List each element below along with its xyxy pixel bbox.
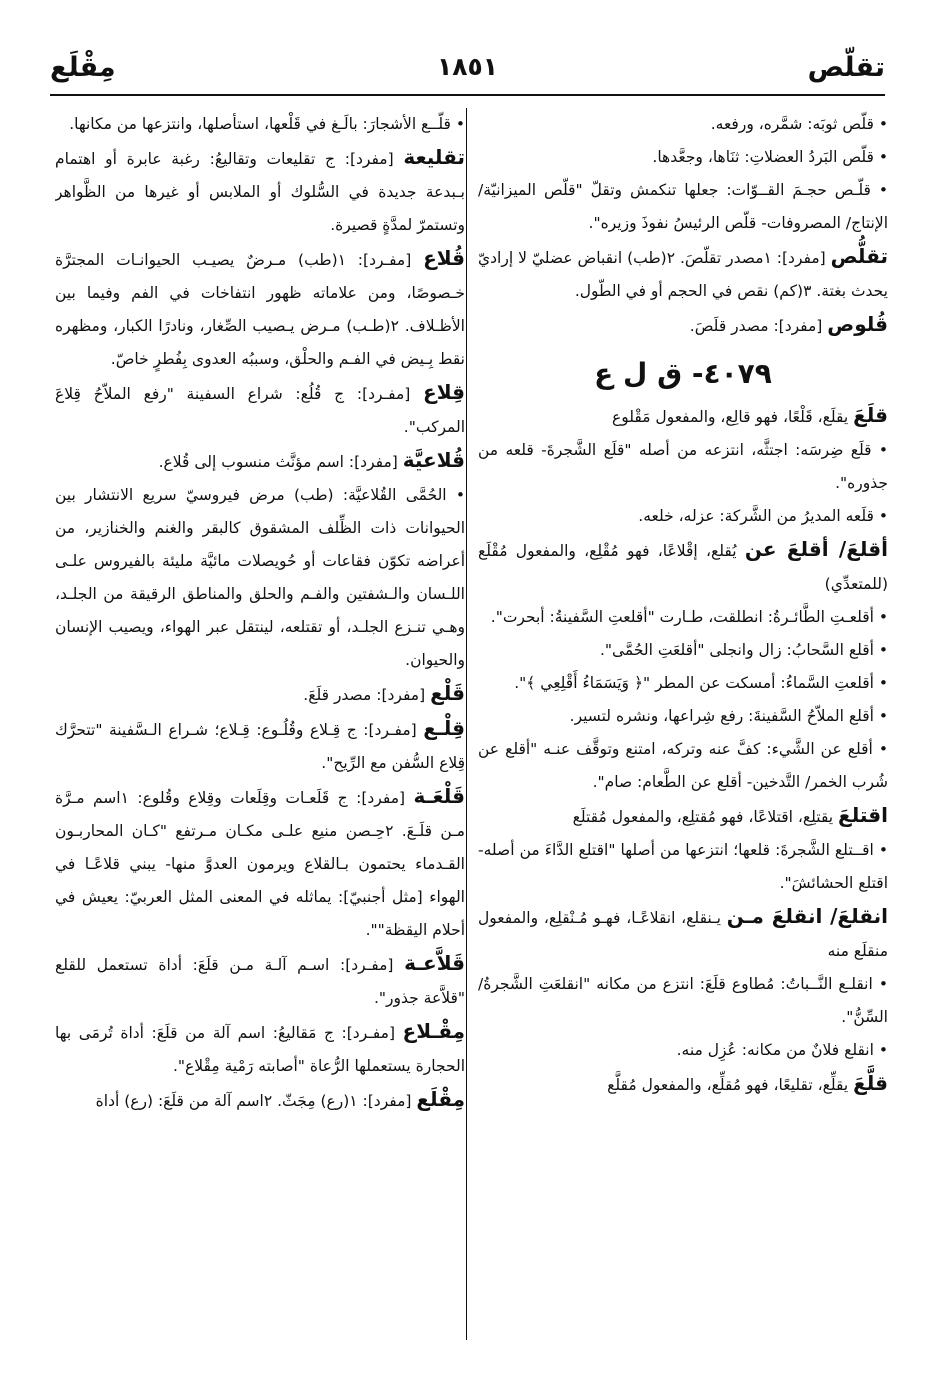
entry-text: يُقلع، إقْلاعًا، فهو مُقْلِع، والمفعول مُقْلَع (للمتعدِّي): [478, 542, 888, 593]
entry-text: • أقلعـتِ الطَّائـرةُ: انطلقت، طـارت "أقلعتِ السَّفينةُ: أبحرت".: [490, 608, 888, 626]
dictionary-entry: [55, 947, 465, 1015]
page-header: [50, 40, 885, 96]
entry-text: [مفـرد]: ج قُلُع: شراع السفينة "رفع الملاّحُ قِلاعَ المركب".: [55, 385, 465, 436]
entry-text: • قلَع ضِرسَه: اجتثَّه، انتزعه من أصله "قلَع الشَّجرةَ- قلعه من جذوره".: [478, 441, 888, 492]
entry-text: [مفرد]: ج قَلَعـات وقِلَعات وقِلاع وقُلوع: ١اسم مـرَّة مـن قلَـعَ. ٢حِـصن منيع علـى مكـان مـرتفع "كـان المحاربـون القـدماء يحتمون بـالقلاع ويرمون العدوَّ منها- يبني قلاعًـا في الهواء [مثل أجنبيّ]: يماثله في المعنى المثل العربيّ: يعيش في أحلام اليقظة"".: [55, 789, 465, 939]
dictionary-entry: [55, 141, 465, 242]
dictionary-entry: [55, 376, 465, 444]
dictionary-entry: [55, 780, 465, 947]
dictionary-entry: [478, 968, 888, 1034]
entry-text: • قلّــع الأشجارَ: بالَـغ في قَلْعها، استأصلها، وانتزعها من مكانها.: [69, 115, 465, 133]
entry-text: [مفـرد]: ج قِـلاع وقُلُـوع: قِـلاع؛ شـراع الـسَّفينة "تتحرَّك قِلاع السُّفن مع الرِّيح".: [55, 721, 465, 772]
dictionary-entry: [478, 434, 888, 500]
dictionary-entry: [478, 1034, 888, 1067]
entry-text: [مفرد]: مصدر قلَصَ.: [689, 317, 828, 335]
entry-text: • قلّص ثوبَه: شمَّره، ورفعه.: [710, 115, 888, 133]
dictionary-entry: [55, 108, 465, 141]
entry-headword: تقلُّص: [830, 244, 888, 268]
dictionary-entry: [478, 240, 888, 308]
entry-headword: قَلْع: [430, 681, 465, 705]
entry-text: يقلَع، قَلْعًا، فهو قالِع، والمفعول مَقْلوع: [611, 408, 854, 426]
entry-text: يقتلِع، اقتلاعًا، فهو مُقتلِع، والمفعول مُقتلَع: [572, 808, 839, 826]
dictionary-entry: [55, 712, 465, 780]
entry-text: • انقلـع النَّــباتُ: مُطاوع قلَعَ: انتزع من مكانه "انقلعَتِ الشَّجرةُ/ السِّنُّ".: [478, 975, 888, 1026]
entry-text: • اقــتلع الشَّجرةَ: قلعها؛ انتزعها من أصلها "اقتلع الدَّاءَ من أصله- اقتلع الحشائشَ".: [478, 841, 888, 892]
entry-headword: اقتلعَ: [838, 803, 888, 827]
dictionary-entry: [55, 1015, 465, 1083]
entry-text: [مفـرد]: ١(طب) مـرضٌ يصيـب الحيوانـات المجترَّة خـصوصًا، ومن علاماته ظهور انتفاخات في الفم وفيما بين الأظـلاف. ٢(طـب) مـرض يـصيب الصِّغار، ونادرًا الكبار، ومظهره نقط بِـيض في الفـم والحلْق، وسببُه العدوى بِفُطرٍ خاصّ.: [55, 251, 465, 368]
entry-headword: قُلوص: [827, 312, 888, 336]
entry-text: • أقلع عن الشَّيء: كفَّ عنه وتركه، امتنع وتوقَّف عنـه "أقلع عن شُرب الخمر/ التَّدخين- أقلع عن الطَّعام: صام".: [478, 740, 888, 791]
dictionary-entry: [55, 479, 465, 677]
entry-headword: قَلْعَـة: [413, 784, 465, 808]
dictionary-entry: [55, 677, 465, 712]
header-guide-word-right: تقلّص: [807, 52, 885, 83]
dictionary-entry: [478, 533, 888, 601]
dictionary-entry: [478, 799, 888, 834]
entry-text: • أقلعتِ السَّماءُ: أمسكت عن المطر "﴿ وَيَسَمَاءُ أَقْلِعِي ﴾".: [514, 674, 888, 692]
entry-text: • أقلع السَّحابُ: زال وانجلى "أقلعَتِ الحُمَّى".: [599, 641, 888, 659]
dictionary-entry: [478, 733, 888, 799]
entry-headword: مِقْـلاع: [402, 1019, 465, 1043]
dictionary-entry: [55, 1083, 465, 1118]
entry-text: • الحُمَّى القُلاعيَّة: (طب) مرض فيروسيّ سريع الانتشار بين الحيوانات ذات الظِّلف المشقوق كالبقر والغنم والخنازير، من أعراضه تكوّن فقاعات أو حُويصلات مائيَّة مليئة بالفيروس علـى اللـسان والـشفتين والفـم والحلق والمناطق الرقيقة من الجلـد، وهـي تنـزع الجلـد، أو تقتلعه، لينتقل عبر الهواء، ويصيب الإنسان والحيوان.: [55, 486, 465, 669]
entry-text: [مفرد]: اسم مؤنَّث منسوب إلى قُلاع.: [158, 453, 403, 471]
dictionary-entry: [478, 601, 888, 634]
dictionary-entry: [478, 500, 888, 533]
dictionary-entry: [478, 900, 888, 968]
entry-text: • أقلع الملاّحُ السَّفينةَ: رفع شِراعها، ونشره لتسير.: [569, 707, 888, 725]
dictionary-entry: [478, 834, 888, 900]
entry-text: [مفرد]: ج تقليعات وتقاليعُ: رغبة عابرة أو اهتمام بـبدعة جديدة في السُّلوك أو الملابس أو غيرها من الظَّواهر وتستمرّ لمدَّةٍ قصيرة.: [55, 150, 465, 234]
entry-headword: قَلاَّعـة: [404, 951, 465, 975]
dictionary-entry: [478, 399, 888, 434]
entry-text: يـنقلع، انقلاعًـا، فهـو مُـنْقلِع، والمفعول منقلَع منه: [478, 909, 888, 960]
entry-headword: قُلاع: [423, 246, 465, 270]
entry-headword: قُلاعيَّة: [402, 448, 465, 472]
entry-text: [مفـرد]: ج مَقاليعُ: اسم آلة من قلَعَ: أداة تُرمَى بها الحجارة يستعملها الرُّعاة "أصابته رَمْية مِقْلاع".: [55, 1024, 465, 1075]
entry-headword: قلَعَ: [853, 403, 888, 427]
column-divider: [466, 108, 467, 1340]
left-column: [55, 108, 465, 1340]
page-number: ١٨٥١: [436, 52, 499, 81]
entry-headword: انقلعَ/ انقلعَ مـن: [726, 904, 888, 928]
entry-text: • قلّص البَردُ العضلاتِ: ثنَاها، وجعَّدها.: [652, 148, 888, 166]
dictionary-entry: [55, 242, 465, 376]
root-title: ٤٠٧٩- ق ل ع: [594, 357, 772, 390]
dictionary-entry: [55, 444, 465, 479]
dictionary-entry: [478, 634, 888, 667]
header-rule: [50, 94, 885, 96]
dictionary-entry: [478, 1067, 888, 1102]
entry-text: • قلَعه المديرُ من الشَّركة: عزله، خلعه.: [638, 507, 888, 525]
header-guide-word-left: مِقْلَع: [50, 52, 116, 83]
entry-text: يقلِّع، تقليعًا، فهو مُقلِّع، والمفعول مُقلَّع: [607, 1076, 854, 1094]
entry-headword: أقلعَ/ أقلعَ عن: [744, 537, 888, 561]
dictionary-entry: [478, 141, 888, 174]
dictionary-entry: [478, 108, 888, 141]
dictionary-entry: [478, 308, 888, 343]
entry-text: [مفرد]: ١مصدر تقلّصَ. ٢(طب) انقباض عضليّ لا إراديّ يحدث بغتة. ٣(كم) نقص في الحجم أو في الطّول.: [478, 249, 888, 300]
dictionary-entry: [478, 174, 888, 240]
entry-text: [مفرد]: مصدر قلَعَ.: [303, 686, 431, 704]
entry-text: [مفرد]: ١(رع) مِجَثّ. ٢اسم آلة من قلَعَ: (رع) أداة: [95, 1092, 417, 1110]
entry-headword: قِلاع: [423, 380, 465, 404]
dictionary-entry: [478, 667, 888, 700]
entry-text: • قلّـص حجـمَ القــوّات: جعلها تنكمش وتقلّ "قلّص الميزانيّة/ الإنتاج/ المصروفات- قلّص الرئيسُ نفوذَ وزيره".: [478, 181, 888, 232]
entry-headword: قلَّعَ: [853, 1071, 888, 1095]
right-column: [478, 108, 888, 1340]
entry-text: [مفـرد]: اسـم آلـة مـن قلَعَ: أداة تستعمل للقلع "قلاَّعة جذور".: [55, 956, 465, 1007]
entry-headword: مِقْلَع: [416, 1087, 465, 1111]
entry-text: • انقلع فلانٌ من مكانه: عُزِل منه.: [676, 1041, 888, 1059]
entry-headword: تقليعة: [403, 145, 465, 169]
entry-headword: قِلْـع: [423, 716, 465, 740]
dictionary-entry: [478, 700, 888, 733]
